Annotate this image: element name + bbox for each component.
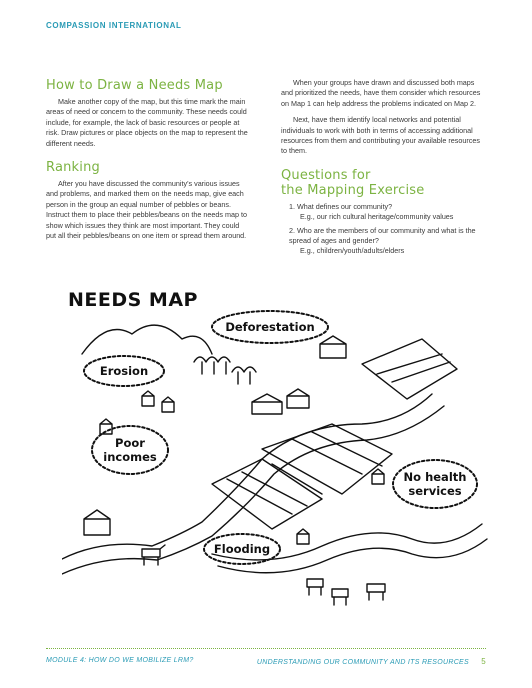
questions-title-line1: Questions for (281, 167, 371, 183)
cattle (142, 545, 165, 565)
footer-divider (46, 648, 486, 649)
question-example: E.g., our rich cultural heritage/community values (300, 212, 454, 222)
label-deforestation: Deforestation (225, 320, 315, 334)
footer-section (257, 657, 486, 666)
question-item (289, 226, 486, 257)
label-erosion: Erosion (99, 364, 149, 378)
section-text-how-to-draw: Make another copy of the map, but this time mark the main areas of need or concern to the community. These needs could include, for example, the lack of basic resources or people at risk. Draw pictures or place objects on the map to represent the different needs. (46, 97, 248, 148)
page-number: 5 (481, 657, 486, 666)
question-item (289, 202, 486, 223)
label-incomes: incomes (103, 450, 157, 464)
questions-title-line2: the Mapping Exercise (281, 182, 425, 198)
question-example: E.g., children/youth/adults/elders (300, 246, 405, 256)
section-title-ranking: Ranking (46, 160, 100, 176)
question-text: 1. What defines our community? (289, 201, 393, 211)
section-text-ranking: After you have discussed the community’s various issues and problems, and marked them on the needs map, give each person in the group an equal number of pebbles or beans. Instruct them to place their pebbles/beans on the needs map to show which issues they think are most important. They could put all their pebbles/beans on one item or spread them around. (46, 179, 247, 241)
footer-section-title: UNDERSTANDING OUR COMMUNITY AND ITS RESOURCES (256, 659, 469, 666)
needs-map-illustration (62, 284, 492, 614)
hills (82, 325, 212, 354)
trees (194, 357, 256, 384)
left-column (46, 78, 251, 241)
paragraph-networks: Next, have them identify local networks and potential individuals to work with both in terms of accessing additional resources from them and contributing your available resources to them. (281, 115, 480, 156)
needs-map-drawing (62, 284, 492, 614)
map-title: NEEDS MAP (68, 289, 198, 311)
question-text: 2. Who are the members of our community and what is the spread of ages and gender? (289, 225, 476, 246)
label-poor: Poor (115, 436, 145, 450)
right-column (281, 78, 486, 260)
label-no-health: No health (403, 470, 467, 484)
label-flooding: Flooding (213, 542, 271, 556)
questions-list (281, 202, 486, 257)
footer-module: MODULE 4: HOW DO WE MOBILIZE LRM? (46, 657, 194, 664)
org-header: COMPASSION INTERNATIONAL (46, 21, 182, 30)
houses (252, 389, 309, 414)
label-services: services (408, 484, 462, 498)
questions-title (281, 168, 486, 198)
section-title-how-to-draw: How to Draw a Needs Map (46, 78, 223, 93)
paragraph-resources: When your groups have drawn and discussed both maps and prioritized the needs, have them consider which resources on Map 1 can help address the problems indicated on Map 2. (281, 78, 481, 108)
